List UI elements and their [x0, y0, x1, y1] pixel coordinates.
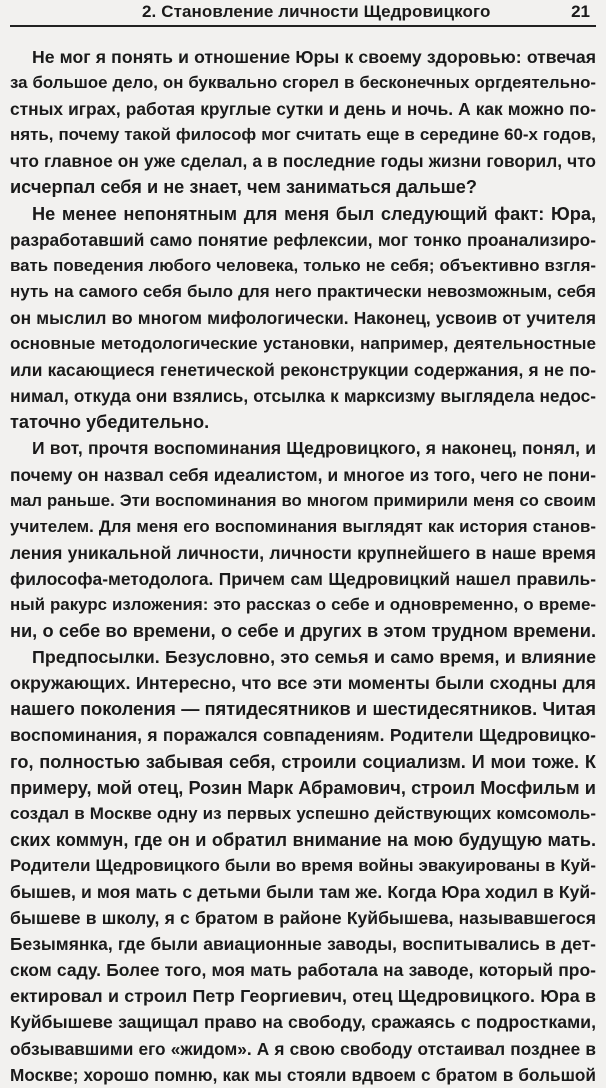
- text-line: И вот, прочтя воспоминания Щедровицкого, я наконец, понял, и: [32, 438, 596, 459]
- page-number: 21: [571, 2, 590, 21]
- paragraph: [10, 644, 596, 1088]
- text-line: что главное он уже сделал, а в последние годы жизни говорил, что: [10, 151, 596, 172]
- text-line: ный ракурс изложения: это рассказ о себе и одновременно, о време-: [10, 594, 596, 614]
- paragraph: [10, 44, 596, 201]
- text-line: бышев, и моя мать с детьми были там же. Когда Юра ходил в Куй-: [10, 882, 596, 902]
- text-line: нашего поколения — пятидесятников и шестидесятников. Читая: [10, 699, 596, 720]
- text-line: Не мог я понять и отношение Юры к своему здоровью: отвечая: [32, 47, 596, 67]
- paragraph: [10, 201, 596, 436]
- text-line: основные методологические установки, например, деятельностные: [10, 334, 596, 354]
- text-line: вать поведения любого человека, только не себя; объективно взгля-: [10, 255, 596, 275]
- text-line: философа-методолога. Причем сам Щедровицкий нашел правиль-: [10, 568, 596, 589]
- text-line: нуть на самого себя было для него практически невозможным, себя: [10, 281, 596, 301]
- text-line: разработавший само понятие рефлексии, мог тонко проанализиро-: [10, 229, 596, 250]
- text-line: примеру, мой отец, Розин Марк Абрамович, строил Мосфильм и: [10, 777, 596, 798]
- text-line: создал в Москве одну из первых успешно действующих комсомоль-: [10, 803, 596, 823]
- text-fragment: Безусловно, это семья и само время, и влияние: [159, 647, 596, 668]
- text-line: за большое дело, он буквально сгорел в бесконечных оргдеятельно-: [10, 73, 596, 93]
- text-line: ления уникальной личности, личности крупнейшего в наше время: [10, 542, 596, 563]
- text-line: Родители Щедровицкого были во время войны эвакуированы в Куй-: [10, 855, 596, 875]
- text-line: учителем. Для меня его воспоминания выглядят как история станов-: [10, 516, 596, 536]
- text-line: ских коммун, где он и обратил внимание на мою будущую мать.: [10, 829, 596, 850]
- running-head: [10, 0, 596, 27]
- text-line: почему он назвал себя идеалистом, и многое из того, чего не пони-: [10, 464, 596, 485]
- text-line: ни, о себе во времени, о себе и других в этом трудном времени.: [10, 621, 596, 642]
- text-line: Москве; хорошо помню, как мы стояли вдвоем с братом в большой: [10, 1064, 596, 1085]
- text-line: мал раньше. Эти воспоминания во многом примирили меня со своим: [10, 490, 596, 510]
- text-line: го, полностью забывая себя, строили социализм. И мои тоже. К: [10, 751, 596, 772]
- text-line: окружающих. Интересно, что все эти моменты были сходны для: [10, 673, 596, 694]
- text-line: Не менее непонятным для меня был следующий факт: Юра,: [32, 203, 596, 224]
- text-line: ском саду. Более того, моя мать работала на заводе, который про-: [10, 960, 596, 981]
- section-run-in-heading: Предпосылки.: [32, 647, 160, 668]
- text-line: [10, 644, 596, 670]
- text-line: Куйбышеве защищал право на свободу, сражаясь с подростками,: [10, 1012, 596, 1033]
- text-line: ектировал и строил Петр Георгиевич, отец Щедровицкого. Юра в: [10, 986, 596, 1007]
- text-line: он мыслил во многом мифологически. Наконец, усвоив от учителя: [10, 307, 596, 328]
- text-line: воспоминания, я поражался совпадениям. Родители Щедровицко-: [10, 725, 596, 746]
- text-line: бышеве в школу, я с братом в районе Куйбышева, называвшегося: [10, 908, 596, 929]
- text-line: таточно убедительно.: [10, 412, 210, 433]
- text-line: стных играх, работая круглые сутки и день и ночь. А как можно по-: [10, 99, 596, 120]
- text-line: нимал, откуда они взялись, отсылка к марксизму выглядела недос-: [10, 386, 596, 407]
- text-line: обзывавшими его «жидом». А я свою свободу отстаивал позднее в: [10, 1038, 596, 1059]
- text-line: исчерпал себя и не знает, чем заниматься дальше?: [10, 177, 478, 198]
- text-line: нять, почему такой философ мог считать еще в середине 60-х годов,: [10, 125, 596, 145]
- text-body: [10, 44, 596, 1088]
- text-line: Безымянка, где были авиационные заводы, воспитывались в дет-: [10, 934, 596, 955]
- text-line: или касающиеся генетической реконструкции содержания, я не по-: [10, 360, 596, 381]
- paragraph: [10, 435, 596, 644]
- running-title: 2. Становление личности Щедровицкого: [142, 2, 491, 21]
